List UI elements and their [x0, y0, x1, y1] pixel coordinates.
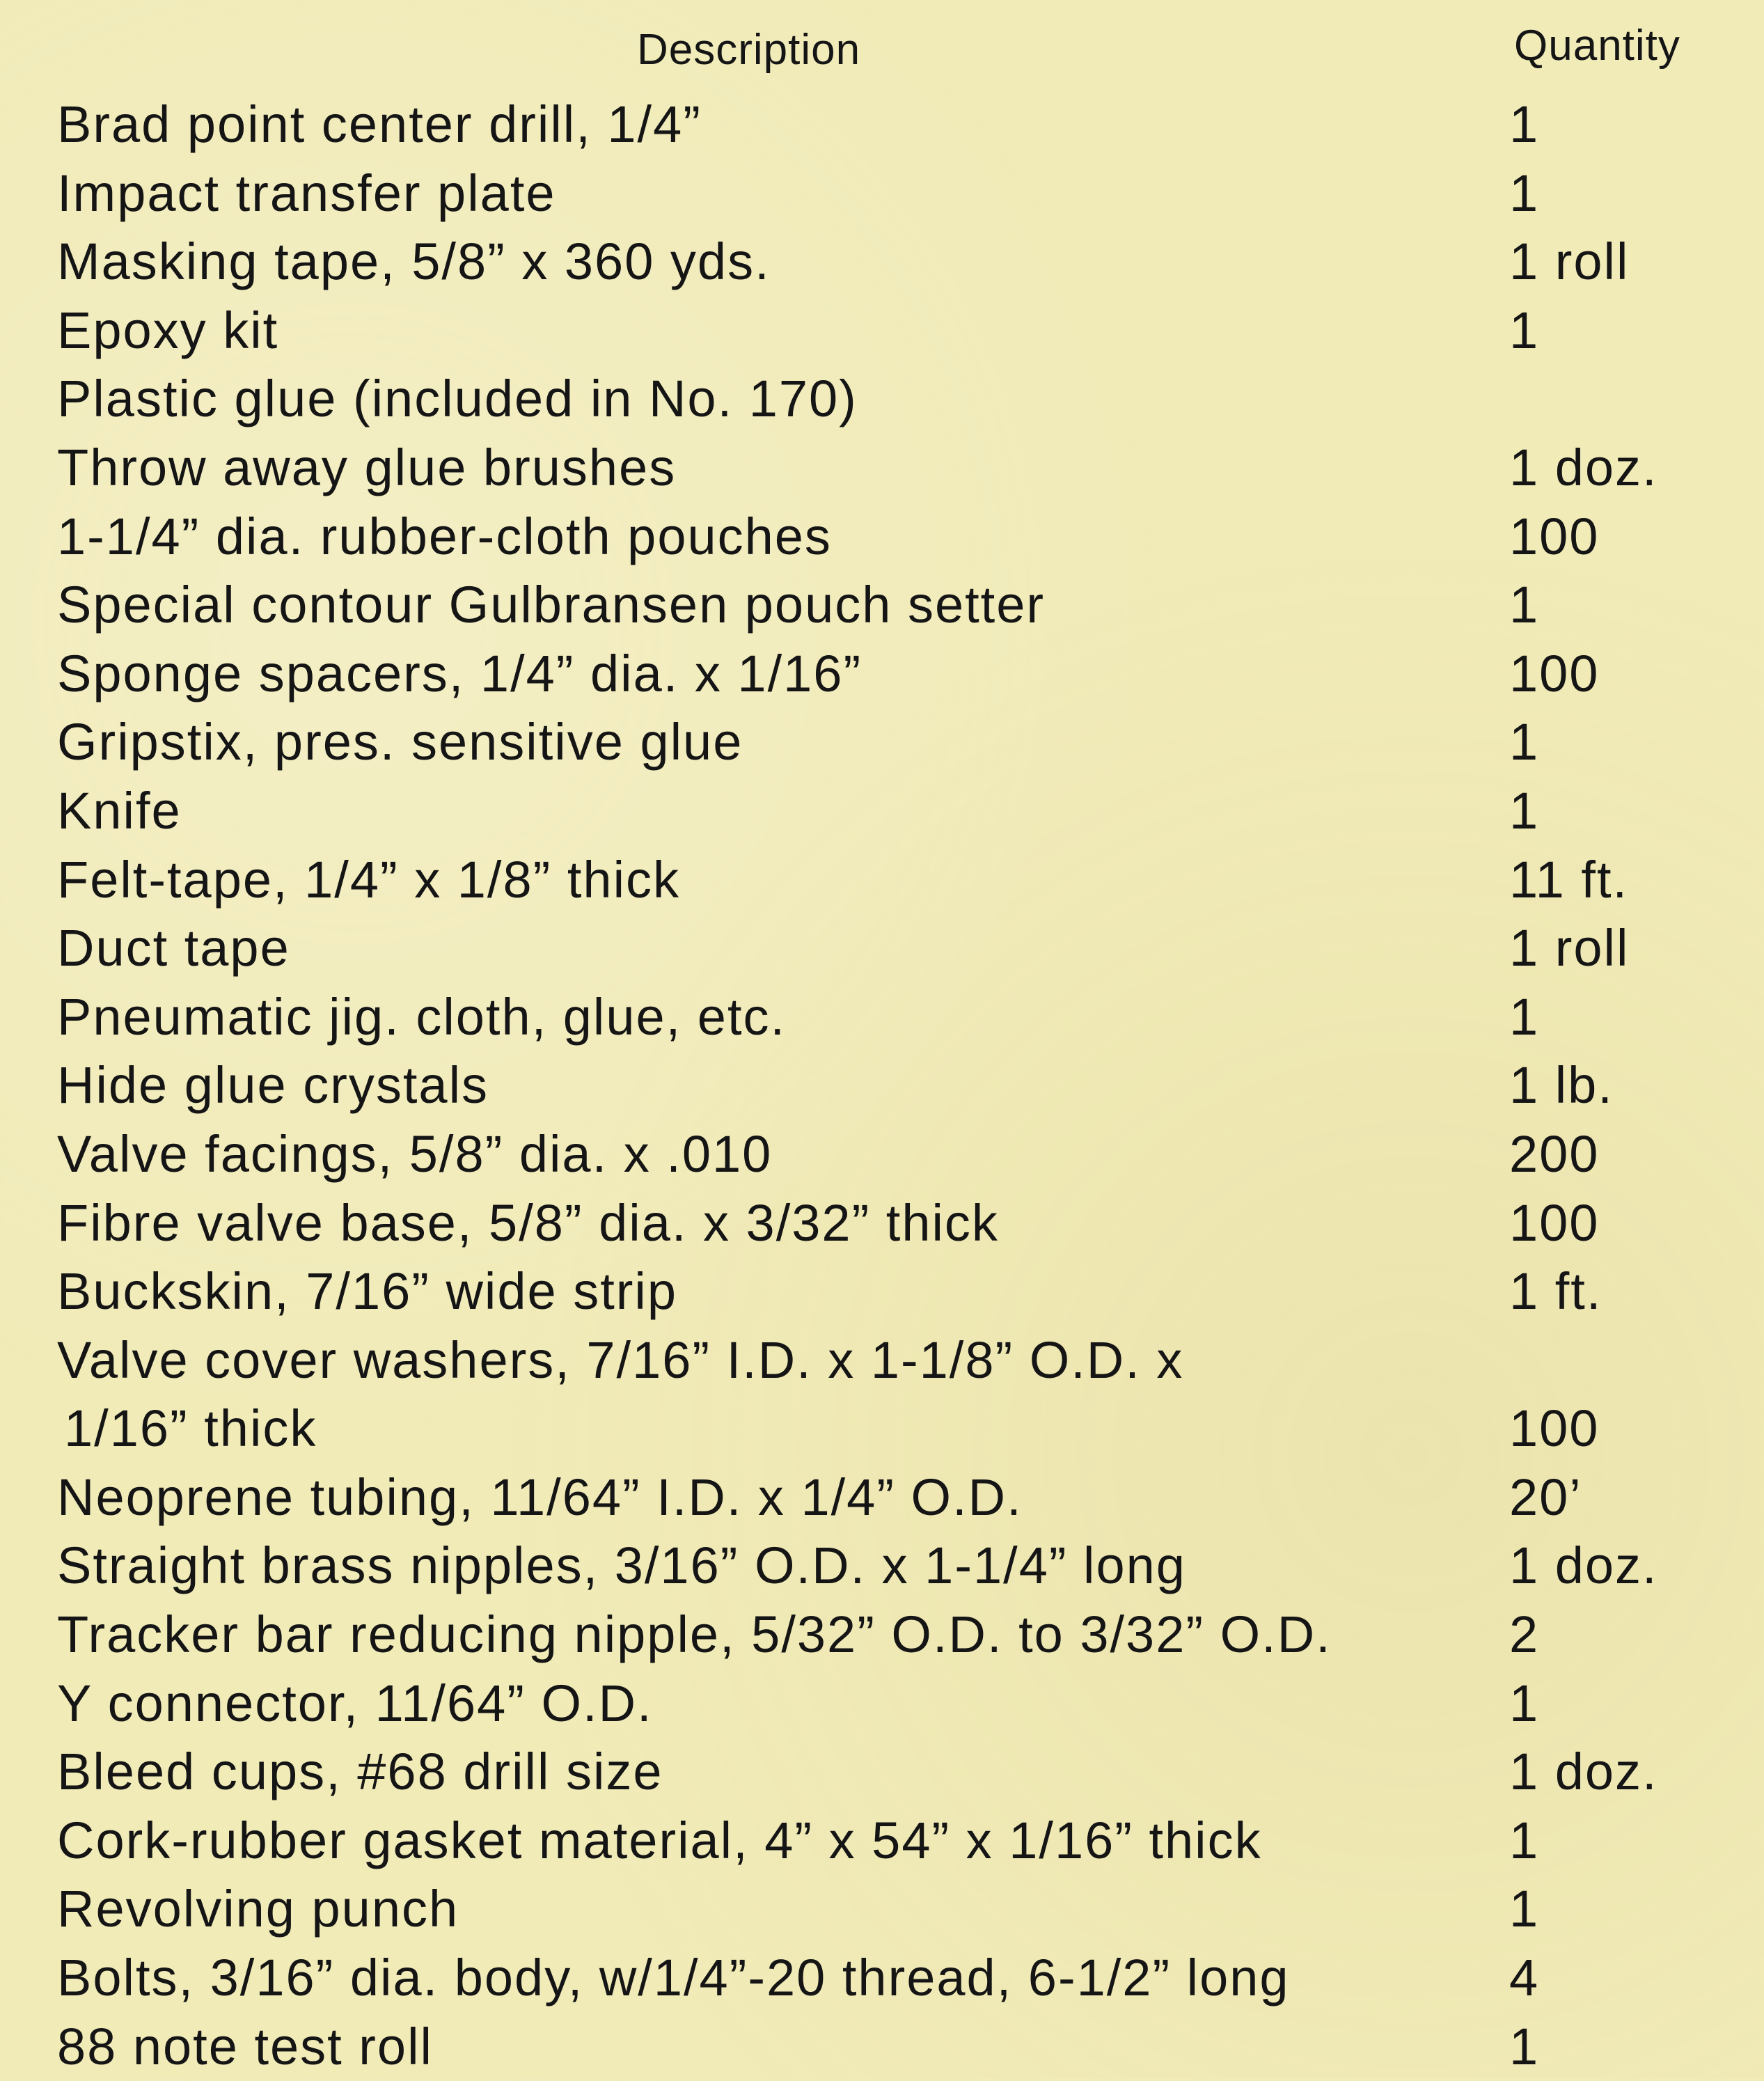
table-row	[0, 983, 1764, 1052]
table-row	[0, 708, 1764, 777]
item-quantity: 1	[1509, 301, 1540, 359]
item-description: Bleed cups, #68 drill size	[57, 1743, 663, 1801]
item-quantity: 100	[1509, 507, 1600, 565]
parts-table	[0, 91, 1764, 2081]
item-description: 88 note test roll	[57, 2017, 433, 2075]
item-description: Epoxy kit	[57, 301, 279, 359]
item-quantity: 200	[1509, 1124, 1600, 1183]
item-description: Duct tape	[57, 919, 290, 977]
table-row	[0, 434, 1764, 503]
table-row	[0, 846, 1764, 915]
item-quantity: 1	[1509, 95, 1540, 153]
table-row	[0, 228, 1764, 297]
item-quantity: 1 ft.	[1509, 1262, 1602, 1321]
item-description: Straight brass nipples, 3/16” O.D. x 1-1/4” long	[57, 1537, 1186, 1595]
table-row	[0, 2013, 1764, 2081]
item-quantity: 1	[1509, 1811, 1540, 1869]
table-row	[0, 1807, 1764, 1876]
item-description: Gripstix, pres. sensitive glue	[57, 713, 743, 771]
item-description: Hide glue crystals	[57, 1056, 489, 1115]
table-row	[0, 503, 1764, 572]
table-row	[0, 297, 1764, 366]
table-row	[0, 1875, 1764, 1944]
table-row	[0, 1738, 1764, 1807]
item-quantity: 100	[1509, 1193, 1600, 1252]
item-description: Buckskin, 7/16” wide strip	[57, 1262, 678, 1321]
table-row	[0, 640, 1764, 709]
table-row	[0, 1326, 1764, 1395]
table-row	[0, 914, 1764, 983]
item-description: Y connector, 11/64” O.D.	[57, 1674, 653, 1732]
item-description: Valve cover washers, 7/16” I.D. x 1-1/8” O.D. x	[57, 1330, 1184, 1389]
item-description: Special contour Gulbransen pouch setter	[57, 576, 1046, 634]
item-quantity: 1 doz.	[1509, 1743, 1658, 1801]
item-description: Bolts, 3/16” dia. body, w/1/4”-20 thread, 6-1/2” long	[57, 1949, 1290, 2007]
item-description: Throw away glue brushes	[57, 438, 677, 496]
item-quantity: 1	[1509, 781, 1540, 840]
item-quantity: 2	[1509, 1605, 1540, 1664]
item-description: Revolving punch	[57, 1880, 459, 1938]
table-row	[0, 1189, 1764, 1258]
table-row	[0, 1463, 1764, 1532]
table-row	[0, 777, 1764, 846]
item-quantity: 1 doz.	[1509, 1537, 1658, 1595]
item-quantity: 1 roll	[1509, 919, 1630, 977]
item-quantity: 1	[1509, 2017, 1540, 2075]
item-description: Plastic glue (included in No. 170)	[57, 370, 858, 428]
table-row	[0, 1944, 1764, 2013]
item-description: Tracker bar reducing nipple, 5/32” O.D. to 3/32” O.D.	[57, 1605, 1332, 1664]
table-row	[0, 571, 1764, 640]
item-description: Pneumatic jig. cloth, glue, etc.	[57, 987, 787, 1046]
table-row	[0, 1670, 1764, 1738]
table-row	[0, 1532, 1764, 1601]
table-row	[0, 159, 1764, 228]
item-quantity: 11 ft.	[1509, 850, 1629, 909]
table-row	[0, 1601, 1764, 1670]
table-row	[0, 91, 1764, 159]
item-description: 1-1/4” dia. rubber-cloth pouches	[57, 507, 832, 565]
table-row	[0, 1120, 1764, 1189]
item-quantity: 1	[1509, 1880, 1540, 1938]
item-description: Brad point center drill, 1/4”	[57, 95, 702, 153]
quantity-header: Quantity	[1514, 22, 1680, 70]
item-quantity: 4	[1509, 1949, 1540, 2007]
item-description: Felt-tape, 1/4” x 1/8” thick	[57, 850, 681, 909]
item-quantity: 1 roll	[1509, 233, 1630, 291]
item-description: Knife	[57, 781, 182, 840]
item-quantity: 1 lb.	[1509, 1056, 1614, 1115]
item-quantity: 100	[1509, 1399, 1600, 1458]
table-row	[0, 365, 1764, 434]
item-quantity: 1	[1509, 164, 1540, 222]
item-description: Neoprene tubing, 11/64” I.D. x 1/4” O.D.	[57, 1468, 1023, 1526]
description-header: Description	[637, 26, 861, 74]
table-header	[0, 22, 1764, 78]
item-description: Masking tape, 5/8” x 360 yds.	[57, 233, 771, 291]
table-row	[0, 1395, 1764, 1463]
item-description: Sponge spacers, 1/4” dia. x 1/16”	[57, 644, 863, 702]
table-row	[0, 1051, 1764, 1120]
table-row	[0, 1257, 1764, 1326]
item-quantity: 1	[1509, 713, 1540, 771]
item-description: 1/16” thick	[64, 1399, 317, 1458]
item-quantity: 100	[1509, 644, 1600, 702]
item-quantity: 1 doz.	[1509, 438, 1658, 496]
item-description: Cork-rubber gasket material, 4” x 54” x 1/16” thick	[57, 1811, 1262, 1869]
item-quantity: 1	[1509, 987, 1540, 1046]
item-description: Impact transfer plate	[57, 164, 556, 222]
item-quantity: 20’	[1509, 1468, 1582, 1526]
item-quantity: 1	[1509, 576, 1540, 634]
item-description: Fibre valve base, 5/8” dia. x 3/32” thick	[57, 1193, 999, 1252]
item-description: Valve facings, 5/8” dia. x .010	[57, 1124, 773, 1183]
item-quantity: 1	[1509, 1674, 1540, 1732]
